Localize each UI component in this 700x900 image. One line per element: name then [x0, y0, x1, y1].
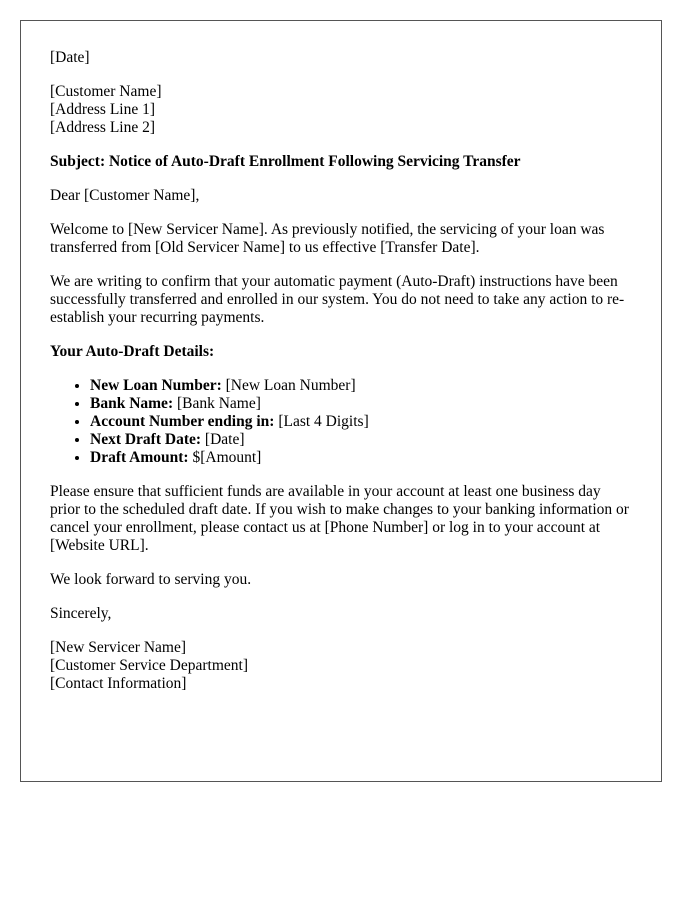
signature-department: [Customer Service Department] — [50, 657, 248, 674]
recipient-block — [50, 83, 632, 137]
detail-label: New Loan Number: — [90, 377, 222, 394]
sign-off: Sincerely, — [50, 605, 112, 622]
detail-label: Account Number ending in: — [90, 413, 275, 430]
recipient-address-line-1: [Address Line 1] — [50, 101, 156, 118]
detail-label: Draft Amount: — [90, 449, 189, 466]
signature-block — [50, 639, 632, 693]
confirmation-paragraph: We are writing to confirm that your automatic payment (Auto-Draft) instructions have been successfully transferred and enrolled in our system. You do not need to take any action to re-establish your recurring payments. — [50, 273, 625, 326]
letter-page — [20, 20, 662, 782]
detail-item-loan-number — [90, 377, 632, 395]
detail-item-account-number — [90, 413, 632, 431]
detail-item-draft-amount — [90, 449, 632, 467]
detail-item-next-draft-date — [90, 431, 632, 449]
signature-contact: [Contact Information] — [50, 675, 187, 692]
detail-label: Next Draft Date: — [90, 431, 202, 448]
salutation: Dear [Customer Name], — [50, 187, 200, 204]
detail-item-bank-name — [90, 395, 632, 413]
letter-subject: Subject: Notice of Auto-Draft Enrollment Following Servicing Transfer — [50, 153, 521, 170]
detail-value: $[Amount] — [192, 449, 262, 466]
instructions-paragraph: Please ensure that sufficient funds are available in your account at least one business day prior to the scheduled draft date. If you wish to make changes to your banking information or cancel your enrollment, please contact us at [Phone Number] or log in to your account at [Website URL]. — [50, 483, 629, 554]
detail-value: [Last 4 Digits] — [278, 413, 369, 430]
auto-draft-details-list — [50, 377, 632, 467]
detail-value: [Date] — [204, 431, 245, 448]
welcome-paragraph: Welcome to [New Servicer Name]. As previously notified, the servicing of your loan was transferred from [Old Servicer Name] to us effective [Transfer Date]. — [50, 221, 605, 256]
recipient-name: [Customer Name] — [50, 83, 162, 100]
detail-value: [New Loan Number] — [225, 377, 356, 394]
closing-line: We look forward to serving you. — [50, 571, 252, 588]
detail-value: [Bank Name] — [176, 395, 261, 412]
detail-label: Bank Name: — [90, 395, 174, 412]
details-heading: Your Auto-Draft Details: — [50, 343, 215, 360]
signature-servicer-name: [New Servicer Name] — [50, 639, 186, 656]
letter-date: [Date] — [50, 49, 90, 66]
recipient-address-line-2: [Address Line 2] — [50, 119, 156, 136]
